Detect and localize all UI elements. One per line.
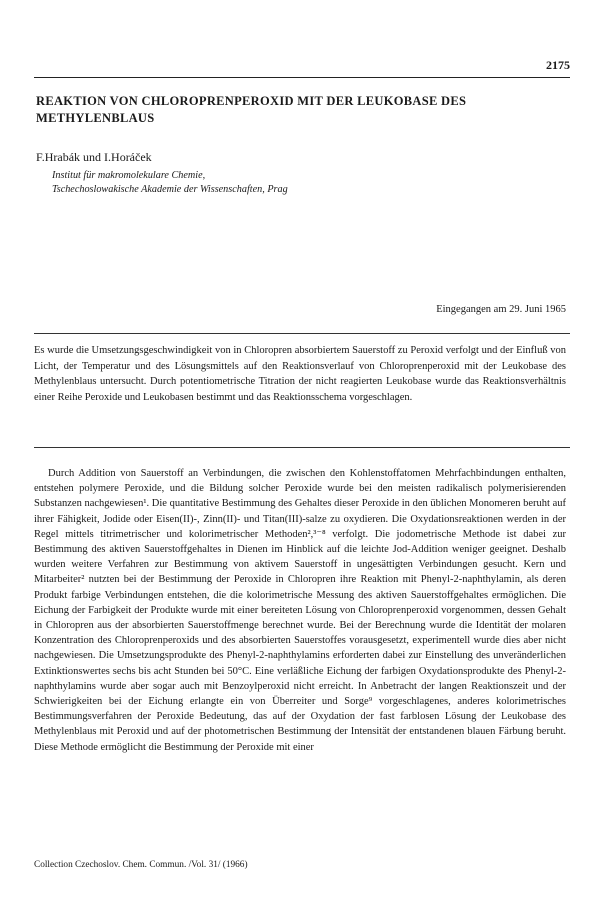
article-authors: F.Hrabák und I.Horáček bbox=[36, 150, 152, 164]
abstract-bottom-rule bbox=[34, 447, 570, 448]
body-paragraph: Durch Addition von Sauerstoff an Verbindungen, die zwischen den Kohlenstoffatomen Mehrfachbindungen enthalten, entstehen polymere Peroxide, und die Bildung solcher Peroxide wurde bei den meisten radikalisch polymerisierenden Substanzen nachgewiesen¹. Die quantitative Bestimmung des Gehaltes dieser Peroxide in den üblichen Monomeren beruht auf ihrer Fähigkeit, Jodide oder Eisen(II)-, Zinn(II)- und Titan(III)-salze zu oxydieren. Die Oxydationsreaktionen werden in der Regel mittels titrimetrischer und kolorimetrischer Methoden²,³⁻⁸ verfolgt. Die jodometrische Methode ist dabei zur Bestimmung des aktiven Sauerstoffgehaltes in Dienen im Hinblick auf die leichte Jod-Addition weniger geeignet. Deshalb wurden weitere Verfahren zur Bestimmung von aktivem Sauerstoff in ungesättigten Verbindungen gesucht. Kern und Mitarbeiter² nutzten bei der Bestimmung der Peroxide in Chloropren ihre Reaktion mit Phenyl-2-naphthylamin, als deren Produkt farbige Verbindungen entstehen, die die kolorimetrische Messung des aktiven Sauerstoffgehaltes ermöglichen. Die Eichung der Farbigkeit der Produkte wurde mit einer bereiteten Lösung von Chloroprenperoxid vorgenommen, dessen Gehalt in Chloropren aus der absorbierten Sauerstoffmenge berechnet wurde. Bei der Berechnung wurde die Identität der molaren Konzentration des Chloroprenperoxids und des absorbierten Sauerstoffes vorausgesetzt, experimentell wurde dies aber nicht nachgewiesen. Die Umsetzungsprodukte des Phenyl-2-naphthylamins erforderten dabei zur Einstellung des unveränderlichen Extinktionswertes sechs bis acht Stunden bei 50°C. Eine verläßliche Eichung der farbigen Oxydationsprodukte des Phenyl-2-naphthylamins wurde aber sogar auch mit Benzoylperoxid nicht erreicht. In Anbetracht der langen Reaktionszeit und der Schwierigkeiten bei der Eichung erlangte ein von Überreiter und Sorge⁹ vorgeschlagenes, anderes kolorimetrisches Bestimmungsverfahren der Peroxide Bedeutung, das auf der Oxydation der fast farblosen Lösung der Leukobase des Methylenblaus mit Peroxid und auf der photometrischen Bestimmung der Intensität der entstandenen blauen Färbung beruht. Diese Methode ermöglicht die Bestimmung der Peroxide mit einer bbox=[34, 468, 566, 753]
affiliation-line-1: Institut für makromolekulare Chemie, bbox=[52, 170, 206, 181]
received-date: Eingegangen am 29. Juni 1965 bbox=[436, 304, 566, 315]
abstract-top-rule bbox=[34, 333, 570, 334]
journal-citation-footer: Collection Czechoslov. Chem. Commun. /Vol. 31/ (1966) bbox=[34, 860, 248, 870]
article-title: REAKTION VON CHLOROPRENPEROXID MIT DER LEUKOBASE DES METHYLENBLAUS bbox=[36, 94, 467, 125]
body-text bbox=[34, 466, 566, 755]
affiliation-line-2: Tschechoslowakische Akademie der Wissenschaften, Prag bbox=[52, 184, 288, 195]
abstract-text: Es wurde die Umsetzungsgeschwindigkeit von in Chloropren absorbiertem Sauerstoff zu Peroxid verfolgt und der Einfluß von Licht, der Temperatur und des Lösungsmittels auf den Reaktionsverlauf von Chloroprenperoxid mit der Leukobase des Methylenblaus untersucht. Durch potentiometrische Titration der nicht reagierten Leukobase wurde das Reaktionsverhältnis einer Reihe Peroxide und Leukobasen bestimmt und das Reaktionsschema vorgeschlagen. bbox=[34, 345, 566, 404]
header-rule bbox=[34, 77, 570, 78]
page-number: 2175 bbox=[546, 58, 570, 72]
